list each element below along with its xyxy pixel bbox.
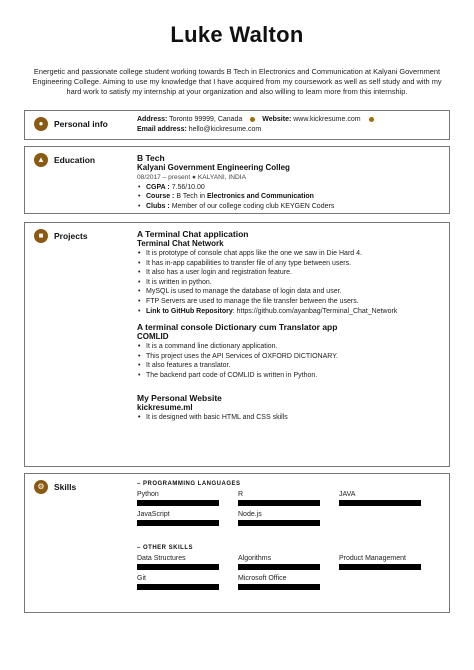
- skill-level-bar: [339, 500, 421, 506]
- other-skills-heading: – OTHER SKILLS: [137, 545, 194, 551]
- resume-name: Luke Walton: [170, 22, 304, 47]
- summary-paragraph: Energetic and passionate college student working towards B Tech in Electronics and Communication at Kalyani Government Engineering College. Aiming to use my knowledge that I have acquired from my coursework as well as self study and with my hard work to satisfy my internship at your organization and also willing to learn more from this internship.: [32, 67, 442, 96]
- skill-row: [137, 490, 447, 506]
- course-prefix: B Tech in: [176, 193, 206, 201]
- skill-level-bar: [238, 564, 320, 570]
- skills-section: [24, 473, 450, 613]
- personal-info-body: [137, 115, 442, 134]
- project-title: A Terminal Chat application: [137, 229, 249, 239]
- degree: B Tech: [137, 153, 165, 163]
- skill-row: [137, 510, 447, 526]
- separator-dot: [250, 117, 255, 122]
- gear-icon: ⚙: [34, 480, 48, 494]
- course-label: Course :: [146, 193, 175, 201]
- project-subtitle: Terminal Chat Network: [137, 239, 224, 248]
- cgpa-value: 7.56/10.00: [171, 183, 205, 191]
- skill-name: JAVA: [339, 491, 356, 498]
- skill-name: Node.js: [238, 511, 262, 518]
- programming-languages-heading: – PROGRAMMING LANGUAGES: [137, 481, 241, 487]
- skill-row: [137, 554, 447, 570]
- personal-info-section: [24, 110, 450, 140]
- website-value[interactable]: www.kickresume.com: [293, 116, 361, 123]
- school-name: Kalyani Government Engineering Colleg: [137, 163, 290, 172]
- list-item: [137, 192, 442, 202]
- cgpa-label: CGPA :: [146, 183, 170, 191]
- person-icon: ●: [34, 117, 48, 131]
- list-item: • The backend part code of COMLID is written in Python.: [137, 371, 442, 381]
- education-location: KALYANI, INDIA: [197, 174, 246, 181]
- skill-item: [238, 510, 339, 526]
- briefcase-icon: ■: [34, 229, 48, 243]
- education-title: Education: [54, 155, 96, 165]
- skill-name: Microsoft Office: [238, 575, 287, 582]
- skill-name: Algorithms: [238, 555, 272, 562]
- address-value: Toronto 99999, Canada: [169, 116, 243, 123]
- projects-title: Projects: [54, 231, 88, 241]
- skill-name: Python: [137, 491, 159, 498]
- email-value[interactable]: hello@kickresume.com: [188, 125, 262, 133]
- skill-name: JavaScript: [137, 511, 170, 518]
- skill-row: [137, 574, 447, 590]
- clubs-value: Member of our college coding club KEYGEN Coders: [171, 202, 335, 210]
- date-location-line: [137, 173, 442, 183]
- education-section: [24, 146, 450, 214]
- list-item: • It is designed with basic HTML and CSS skills: [137, 413, 442, 423]
- list-item: • It is prototype of console chat apps like the one we saw in Die Hard 4.: [137, 249, 442, 259]
- list-item: • It is a command line dictionary application.: [137, 342, 442, 352]
- skill-item: [137, 490, 238, 506]
- website-label: Website:: [262, 116, 292, 123]
- list-item: • It also has a user login and registration feature.: [137, 268, 442, 278]
- project-entry: [137, 229, 442, 316]
- skill-item: [238, 554, 339, 570]
- personal-info-title: Personal info: [54, 119, 108, 129]
- address-line: [137, 115, 442, 125]
- skill-level-bar: [137, 584, 219, 590]
- list-item: • This project uses the API Services of OXFORD DICTIONARY.: [137, 352, 442, 362]
- skill-level-bar: [339, 564, 421, 570]
- skill-level-bar: [238, 584, 320, 590]
- email-line: [137, 125, 442, 135]
- projects-section: [24, 222, 450, 467]
- skill-item: [339, 490, 440, 506]
- list-item: • MySQL is used to manage the database of login data and user.: [137, 287, 442, 297]
- address-label: Address:: [137, 116, 168, 123]
- skill-level-bar: [137, 564, 219, 570]
- project-bullets: [137, 249, 442, 316]
- skill-level-bar: [137, 500, 219, 506]
- github-link[interactable]: : https://github.com/ayanbag/Terminal_Chat_Network: [232, 307, 398, 315]
- clubs-label: Clubs :: [146, 202, 170, 210]
- project-subtitle: kickresume.ml: [137, 402, 193, 412]
- skill-item: [137, 510, 238, 526]
- skill-level-bar: [137, 520, 219, 526]
- project-title: My Personal Website: [137, 392, 222, 403]
- education-body: [137, 153, 442, 211]
- project-bullets: [137, 342, 442, 380]
- skill-item: [238, 490, 339, 506]
- list-item: • It has in-app capabilities to transfer file of any type between users.: [137, 259, 442, 269]
- github-link-label: Link to GitHub Repository: [146, 307, 233, 315]
- project-title: A terminal console Dictionary cum Translator app: [137, 322, 338, 333]
- skill-item: [339, 554, 440, 570]
- education-header: [34, 153, 95, 167]
- skill-level-bar: [238, 520, 320, 526]
- personal-info-header: [34, 117, 108, 131]
- skill-name: Git: [137, 575, 146, 582]
- graduation-cap-icon: ▲: [34, 153, 48, 167]
- course-value: Electronics and Communication: [206, 193, 314, 201]
- education-details: [137, 183, 442, 212]
- project-entry: [137, 393, 442, 423]
- skills-title: Skills: [54, 482, 77, 492]
- skill-item: [137, 554, 238, 570]
- skill-item: [137, 574, 238, 590]
- project-entry: [137, 322, 442, 380]
- list-item: [137, 183, 442, 193]
- list-item: [137, 307, 442, 317]
- projects-body: [137, 229, 442, 422]
- list-item: • It is written in python.: [137, 278, 442, 288]
- email-label: Email address:: [137, 125, 187, 133]
- skill-level-bar: [238, 500, 320, 506]
- project-subtitle: COMLID: [137, 332, 169, 342]
- project-bullets: [137, 413, 442, 423]
- list-item: • It also features a translator.: [137, 361, 442, 371]
- location-pin-icon: ●: [192, 174, 196, 181]
- skills-body: [137, 480, 447, 590]
- education-date: 08/2017 – present: [137, 174, 191, 181]
- skill-name: Data Structures: [137, 555, 186, 562]
- skills-header: [34, 480, 76, 494]
- skill-name: R: [238, 491, 244, 498]
- projects-header: [34, 229, 88, 243]
- skill-item: [238, 574, 339, 590]
- separator-dot: [369, 117, 374, 122]
- list-item: [137, 202, 442, 212]
- skill-name: Product Management: [339, 555, 406, 562]
- list-item: • FTP Servers are used to manage the file transfer between the users.: [137, 297, 442, 307]
